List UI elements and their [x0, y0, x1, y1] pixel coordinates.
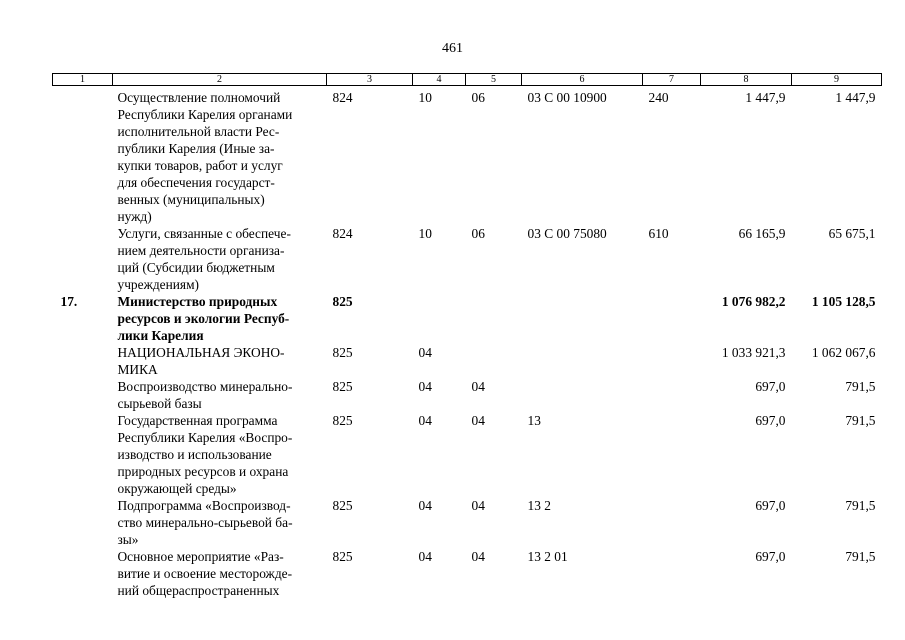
- ministry-code: 825: [332, 549, 353, 564]
- row-name-line: окружающей среды»: [117, 481, 237, 496]
- row-name-line: купки товаров, работ и услуг: [117, 158, 283, 173]
- ministry-code: 824: [332, 90, 353, 105]
- row-name-line: Воспроизводство минерально-: [117, 379, 293, 394]
- expense-type-code: 610: [648, 226, 669, 241]
- table-row: [53, 412, 882, 497]
- table-row: [53, 344, 882, 378]
- row-name-line: НАЦИОНАЛЬНАЯ ЭКОНО-: [117, 345, 285, 360]
- target-article-code: [522, 344, 643, 378]
- row-name: [113, 378, 327, 412]
- amount-year-1: 697,0: [755, 498, 786, 513]
- row-name: [113, 86, 327, 226]
- table-body: [53, 86, 882, 600]
- budget-table: [52, 73, 882, 599]
- row-name-line: Республики Карелия «Воспро-: [117, 430, 293, 445]
- row-name-line: ций (Субсидии бюджетным: [117, 260, 275, 275]
- row-name-line: Подпрограмма «Воспроизвод-: [117, 498, 291, 513]
- section-code: [413, 293, 466, 344]
- row-number: [53, 497, 113, 548]
- column-header: 1: [53, 74, 113, 86]
- row-name-line: публики Карелия (Иные за-: [117, 141, 275, 156]
- row-number: [53, 225, 113, 293]
- ministry-code: 825: [332, 345, 353, 360]
- section-code: 04: [418, 549, 432, 564]
- row-name-line: МИКА: [117, 362, 158, 377]
- amount-year-1: 697,0: [755, 549, 786, 564]
- amount-year-2: 1 105 128,5: [811, 294, 876, 309]
- table-row: [53, 86, 882, 226]
- row-name-line: Республики Карелия органами: [117, 107, 293, 122]
- column-header: 5: [466, 74, 522, 86]
- amount-year-2: 791,5: [845, 413, 876, 428]
- column-header: 2: [113, 74, 327, 86]
- row-name-line: Основное мероприятие «Раз-: [117, 549, 284, 564]
- section-code: 10: [418, 226, 432, 241]
- row-name-line: изводство и использование: [117, 447, 272, 462]
- ministry-code: 824: [332, 226, 353, 241]
- row-name: [113, 344, 327, 378]
- table-row: [53, 293, 882, 344]
- table-header: [53, 74, 882, 86]
- row-name: [113, 548, 327, 599]
- target-article-code: 13: [527, 413, 541, 428]
- subsection-code: 04: [471, 413, 485, 428]
- expense-type-code: 240: [648, 90, 669, 105]
- amount-year-1: 66 165,9: [738, 226, 786, 241]
- amount-year-1: 1 447,9: [745, 90, 786, 105]
- column-header: 3: [327, 74, 413, 86]
- table-row: [53, 378, 882, 412]
- row-number: [53, 344, 113, 378]
- row-name-line: Услуги, связанные с обеспече-: [117, 226, 291, 241]
- amount-year-2: 1 062 067,6: [811, 345, 876, 360]
- row-name-line: Государственная программа: [117, 413, 278, 428]
- expense-type-code: [643, 344, 701, 378]
- row-number: [53, 412, 113, 497]
- section-code: 04: [418, 345, 432, 360]
- section-code: 04: [418, 498, 432, 513]
- section-code: 10: [418, 90, 432, 105]
- amount-year-1: 1 033 921,3: [721, 345, 786, 360]
- row-name-line: нием деятельности организа-: [117, 243, 285, 258]
- column-header: 7: [643, 74, 701, 86]
- target-article-code: 03 С 00 75080: [527, 226, 607, 241]
- subsection-code: 06: [471, 90, 485, 105]
- target-article-code: 13 2 01: [527, 549, 568, 564]
- row-name-line: Министерство природных: [117, 294, 278, 309]
- subsection-code: 04: [471, 379, 485, 394]
- table-row: [53, 548, 882, 599]
- row-name-line: исполнительной власти Рес-: [117, 124, 280, 139]
- expense-type-code: [643, 293, 701, 344]
- row-name-line: природных ресурсов и охрана: [117, 464, 289, 479]
- row-name: [113, 293, 327, 344]
- row-name: [113, 412, 327, 497]
- row-number: [53, 86, 113, 226]
- amount-year-2: 791,5: [845, 549, 876, 564]
- row-name-line: витие и освоение месторожде-: [117, 566, 293, 581]
- column-header: 9: [792, 74, 882, 86]
- row-name-line: нужд): [117, 209, 152, 224]
- row-name: [113, 225, 327, 293]
- row-name-line: учреждениям): [117, 277, 200, 292]
- column-header: 4: [413, 74, 466, 86]
- row-name-line: зы»: [117, 532, 139, 547]
- amount-year-2: 791,5: [845, 498, 876, 513]
- amount-year-2: 1 447,9: [835, 90, 876, 105]
- row-number: [53, 548, 113, 599]
- section-code: 04: [418, 413, 432, 428]
- ministry-code: 825: [332, 498, 353, 513]
- row-name-line: для обеспечения государст-: [117, 175, 275, 190]
- amount-year-2: 791,5: [845, 379, 876, 394]
- table-row: [53, 497, 882, 548]
- column-header: 6: [522, 74, 643, 86]
- ministry-code: 825: [332, 379, 353, 394]
- row-name-line: венных (муниципальных): [117, 192, 265, 207]
- subsection-code: [466, 293, 522, 344]
- amount-year-1: 697,0: [755, 379, 786, 394]
- column-header: 8: [701, 74, 792, 86]
- subsection-code: 04: [471, 549, 485, 564]
- ministry-code: 825: [332, 294, 353, 309]
- table-row: [53, 225, 882, 293]
- amount-year-2: 65 675,1: [828, 226, 876, 241]
- row-name-line: ний общераспространенных: [117, 583, 280, 598]
- expense-type-code: [643, 412, 701, 497]
- page-number: 461: [442, 41, 463, 56]
- column-number-row: [53, 74, 882, 86]
- amount-year-1: 697,0: [755, 413, 786, 428]
- ministry-code: 825: [332, 413, 353, 428]
- amount-year-1: 1 076 982,2: [721, 294, 786, 309]
- subsection-code: 04: [471, 498, 485, 513]
- target-article-code: [522, 378, 643, 412]
- section-code: 04: [418, 379, 432, 394]
- row-name-line: ство минерально-сырьевой ба-: [117, 515, 293, 530]
- expense-type-code: [643, 548, 701, 599]
- row-number: [53, 378, 113, 412]
- expense-type-code: [643, 497, 701, 548]
- target-article-code: [522, 293, 643, 344]
- subsection-code: [466, 344, 522, 378]
- row-name-line: лики Карелия: [117, 328, 204, 343]
- row-name-line: ресурсов и экологии Респуб-: [117, 311, 290, 326]
- row-number: 17.: [60, 294, 78, 309]
- expense-type-code: [643, 378, 701, 412]
- row-name-line: Осуществление полномочий: [117, 90, 281, 105]
- row-name-line: сырьевой базы: [117, 396, 202, 411]
- subsection-code: 06: [471, 226, 485, 241]
- target-article-code: 13 2: [527, 498, 551, 513]
- target-article-code: 03 С 00 10900: [527, 90, 607, 105]
- row-name: [113, 497, 327, 548]
